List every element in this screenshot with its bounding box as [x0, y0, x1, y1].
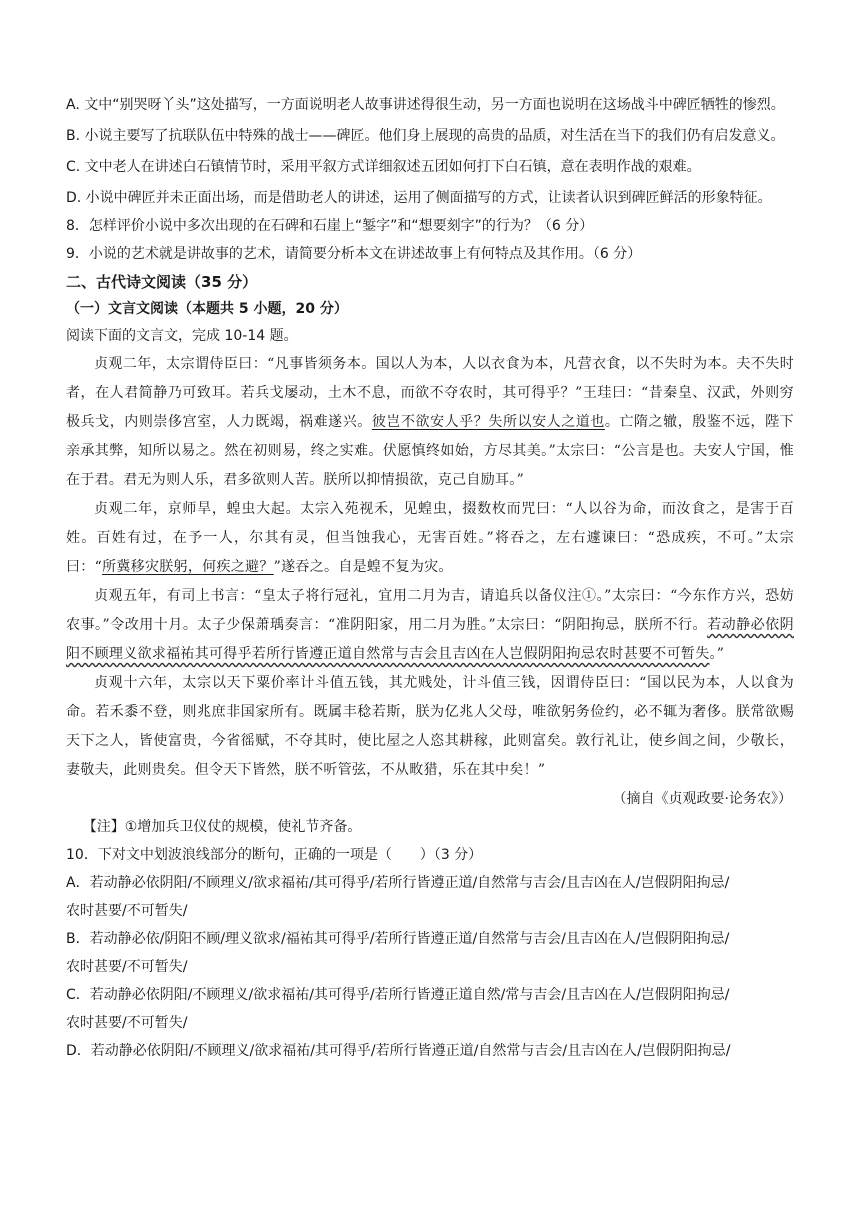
passage-text: ”遂吞之。自是蝗不复为灾。: [273, 559, 453, 575]
q7-option-c: C. 文中老人在讲述白石镇情节时，采用平叙方式详细叙述五团如何打下白石镇，意在表明作战的艰难。: [66, 159, 701, 175]
question-8: 8．怎样评价小说中多次出现的在石碑和石崖上“錾字”和“想要刻字”的行为？（6 分）: [66, 218, 594, 234]
passage-paragraph-4: 贞观十六年，太宗以天下粟价率计斗值五钱，其尤贱处，计斗值三钱，因谓侍臣曰：“国以民为本，人以食为命。若禾黍不登，则兆庶非国家所有。既属丰稔若斯，朕为亿兆人父母，唯欲躬务俭约，必不辄为奢侈。朕常欲赐天下之人，皆使富贵，今省徭赋，不夺其时，使比屋之人恣其耕稼，此则富矣。敦行礼让，使乡闾之间，少敬长，妻敬夫，此则贵矣。但令天下皆然，朕不听管弦，不从畋猎，乐在其中矣！”: [66, 675, 794, 778]
q10-option-b: B．若动静必依/阴阳不顾/理义欲求/福祐其可得乎/若所行皆遵正道/自然常与吉会/且吉凶在人/岂假阴阳拘忌/: [66, 931, 730, 947]
question-10-stem: 10．下对文中划波浪线部分的断句，正确的一项是（ ）（3 分）: [66, 847, 483, 863]
q10-option-c-cont: 农时甚要/不可暂失/: [66, 1015, 188, 1031]
reading-instruction: 阅读下面的文言文，完成 10-14 题。: [66, 328, 298, 344]
passage-paragraph-3: [66, 582, 794, 669]
q10-option-d: D．若动静必依阴阳/不顾理义/欲求福祐/其可得乎/若所行皆遵正道/自然常与吉会/且吉凶在人/岂假阴阳拘忌/: [66, 1043, 731, 1059]
q10-option-b-cont: 农时甚要/不可暂失/: [66, 959, 188, 975]
q10-option-a: A．若动静必依阴阳/不顾理义/欲求福祐/其可得乎/若所行皆遵正道/自然常与吉会/且吉凶在人/岂假阴阳拘忌/: [66, 875, 730, 891]
passage-paragraph-1: [66, 350, 794, 495]
footnote: 【注】①增加兵卫仪仗的规模，使礼节齐备。: [82, 819, 362, 835]
subsection-title: （一）文言文阅读（本题共 5 小题，20 分）: [66, 301, 348, 317]
q10-option-c: C．若动静必依阴阳/不顾理义/欲求福祐/其可得乎/若所行皆遵正道自然/常与吉会/且吉凶在人/岂假阴阳拘忌/: [66, 987, 730, 1003]
passage-paragraph-2: [66, 495, 794, 582]
passage-text: 贞观五年，有司上书言：“皇太子将行冠礼，宜用二月为吉，请追兵以备仪注①。”太宗曰：“今东作方兴，恐妨农事。”令改用十月。太子少保萧瑀奏言：“准阴阳家，用二月为胜。”太宗曰：“阴阳拘忌，朕所不行。: [66, 588, 794, 633]
wavy-underlined-segment: 若动静必依阴阳不顾理义欲求福祐其可得乎若所行皆遵正道自然常与吉会且吉凶在人岂假阴阳拘忌农时甚要不可暂失: [66, 617, 794, 662]
passage-text: 。亡隋之辙，殷鉴不远，陛下亲承其弊，知所以易之。然在初则易，终之实难。伏愿慎终如始，方尽其美。”太宗曰：“公言是也。夫安人宁国，惟在于君。君无为则人乐，君多欲则人苦。朕所以抑情损欲，克己自励耳。”: [66, 414, 794, 488]
passage-text: 贞观二年，太宗谓侍臣曰：“凡事皆须务本。国以人为本，人以衣食为本，凡营衣食，以不失时为本。夫不失时者，在人君简静乃可致耳。若兵戈屡动，土木不息，而欲不夺农时，其可得乎？”王珪曰：“昔秦皇、汉武，外则穷极兵戈，内则崇侈宫室，人力既竭，祸难遂兴。: [66, 356, 794, 430]
q7-option-d: D. 小说中碑匠并未正面出场，而是借助老人的讲述，运用了侧面描写的方式，让读者认识到碑匠鲜活的形象特征。: [66, 190, 772, 206]
q7-option-b: B. 小说主要写了抗联队伍中特殊的战士——碑匠。他们身上展现的高贵的品质，对生活在当下的我们仍有启发意义。: [66, 128, 785, 144]
underlined-sentence-1: 彼岂不欲安人乎？失所以安人之道也: [371, 414, 605, 430]
question-9: 9．小说的艺术就是讲故事的艺术，请简要分析本文在讲述故事上有何特点及其作用。（6 分）: [66, 246, 642, 262]
section-title: 二、古代诗文阅读（35 分）: [66, 273, 258, 291]
q7-option-a: A. 文中“别哭呀丫头”这处描写，一方面说明老人故事讲述得很生动，另一方面也说明在这场战斗中碑匠牺牲的惨烈。: [66, 97, 785, 113]
underlined-sentence-2: 所冀移灾朕躬，何疾之避？: [102, 559, 274, 575]
passage-source: （摘自《贞观政要·论务农》）: [612, 791, 792, 807]
passage-text: 贞观二年，京师旱，蝗虫大起。太宗入苑视禾，见蝗虫，掇数枚而咒曰：“人以谷为命，而汝食之，是害于百姓。百姓有过，在予一人，尔其有灵，但当蚀我心，无害百姓。”将吞之，左右遽谏曰：“恐成疾，不可。”太宗曰：“: [66, 501, 794, 575]
passage-text: 。”: [709, 646, 725, 662]
q10-option-a-cont: 农时甚要/不可暂失/: [66, 903, 188, 919]
